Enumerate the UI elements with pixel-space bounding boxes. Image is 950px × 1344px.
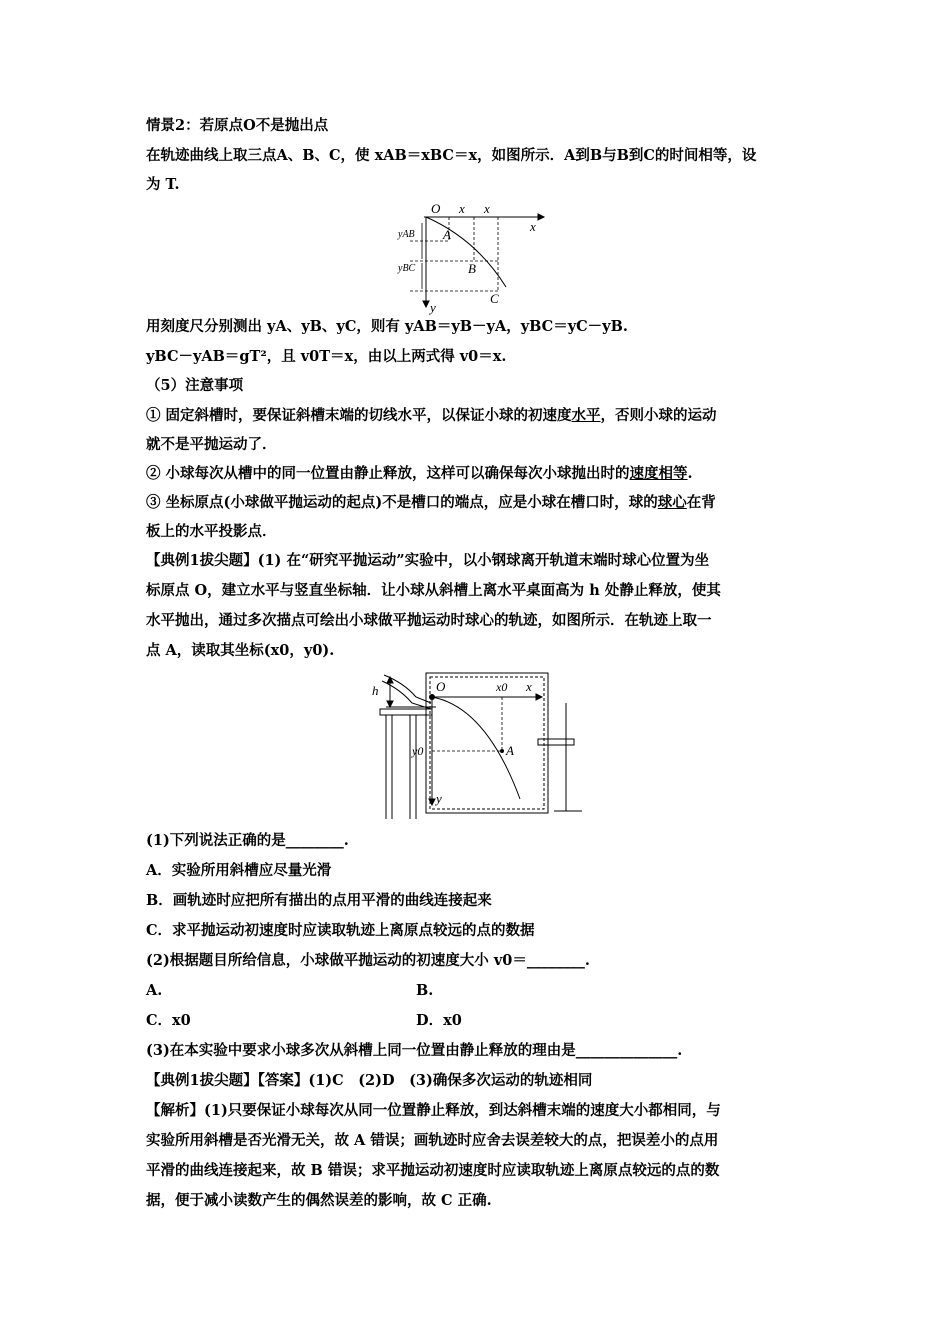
fig2-x0-label: x0 [496,680,508,694]
option-b: B．画轨迹时应把所有描出的点用平滑的曲线连接起来 [146,892,492,909]
fig2-x-axis-label: x [526,679,532,694]
q2-option-a: A. [146,982,163,999]
fig2-y-axis-label: y [436,791,442,806]
analysis-1: 【解析】(1)只要保证小球每次从同一位置静止释放，到达斜槽末端的速度大小都相同，与 [146,1102,721,1119]
example-text-3: 水平抛出，通过多次描点可绘出小球做平抛运动时球心的轨迹，如图所示．在轨迹上取一 [146,612,712,629]
fig1-point-b-label: B [468,261,476,276]
q2-option-c: C．x0 [146,1012,191,1029]
figure-trajectory-abc [146,199,810,317]
analysis-4: 据，便于减小读数产生的偶然误差的影响，故 C 正确. [146,1192,492,1209]
example-text-1: 【典例1拔尖题】(1) 在“研究平抛运动”实验中，以小钢球离开轨道末端时球心位置为坐 [146,552,710,569]
fig1-yab-label: yAB [398,229,415,240]
question-1: (1)下列说法正确的是________. [146,832,349,849]
fig1-x1-label: x [459,201,465,216]
note-1-cont: 就不是平抛运动了． [146,436,277,453]
example-text-2: 标原点 O，建立水平与竖直坐标轴．让小球从斜槽上离水平桌面高为 h 处静止释放，使其 [146,582,721,599]
q2-option-b: B. [416,982,434,999]
note-3-underline: 球心 [657,494,687,511]
fig2-h-label: h [372,683,379,698]
scene2-title: 情景2：若原点O不是抛出点 [146,117,329,134]
option-c: C．求平抛运动初速度时应读取轨迹上离原点较远的点的数据 [146,922,535,939]
scene2-measure-2: yBC－yAB＝gT²，且 v0T＝x，由以上两式得 v0＝x. [146,348,507,365]
fig1-point-a-label: A [443,227,451,242]
note-1: ① 固定斜槽时，要保证斜槽末端的切线水平，以保证小球的初速度水平，否则小球的运动 [146,407,717,424]
scene2-text-2: 为 T. [146,176,180,193]
fig1-ybc-label: yBC [398,263,416,274]
fig2-y0-label: y0 [412,744,424,758]
experiment-diagram [146,667,810,827]
q2-options-row-1 [146,981,810,1001]
point-a-dot [500,749,504,753]
fig1-x2-label: x [484,201,490,216]
note-3: ③ 坐标原点(小球做平抛运动的起点)不是槽口的端点，应是小球在槽口时，球的球心在背 [146,494,716,511]
note-2-underline: 速度相等 [629,465,688,482]
note-3-cont: 板上的水平投影点． [146,523,277,540]
fig2-point-a-label: A [506,743,514,758]
fig1-origin-label: O [431,201,441,216]
scene2-measure-1: 用刻度尺分别测出 yA、yB、yC，则有 yAB＝yB－yA，yBC＝yC－yB. [146,318,628,335]
fig1-y-axis-label: y [430,300,436,315]
analysis-2: 实验所用斜槽是否光滑无关，故 A 错误；画轨迹时应舍去误差较大的点，把误差小的点用 [146,1132,719,1149]
fig1-x-axis-label: x [530,219,536,234]
figure-experiment-setup [146,667,810,827]
document-page [146,112,810,1211]
answer-line: 【典例1拔尖题】【答案】(1)C (2)D (3)确保多次运动的轨迹相同 [146,1072,593,1089]
option-a: A．实验所用斜槽应尽量光滑 [146,862,332,879]
origin-ball-dot [429,694,435,700]
note-1-underline: 水平 [571,407,601,424]
fig1-point-c-label: C [490,291,499,306]
q2-option-d: D．x0 [416,1012,462,1029]
q2-options-row-2 [146,1011,810,1031]
example-text-4: 点 A，读取其坐标(x0，y0). [146,642,335,659]
notes-heading: （5）注意事项 [146,377,244,394]
scene2-text-1: 在轨迹曲线上取三点A、B、C，使 xAB＝xBC＝x，如图所示．A到B与B到C的时间相等，设 [146,147,757,164]
trajectory-diagram [146,199,810,317]
analysis-3: 平滑的曲线连接起来，故 B 错误；求平抛运动初速度时应读取轨迹上离原点较远的点的数 [146,1162,720,1179]
question-3: (3)在本实验中要求小球多次从斜槽上同一位置由静止释放的理由是______________. [146,1042,683,1059]
note-2: ② 小球每次从槽中的同一位置由静止释放，这样可以确保每次小球抛出时的速度相等. [146,465,693,482]
question-2: (2)根据题目所给信息，小球做平抛运动的初速度大小 v0＝________. [146,952,590,969]
fig2-origin-label: O [436,679,446,694]
